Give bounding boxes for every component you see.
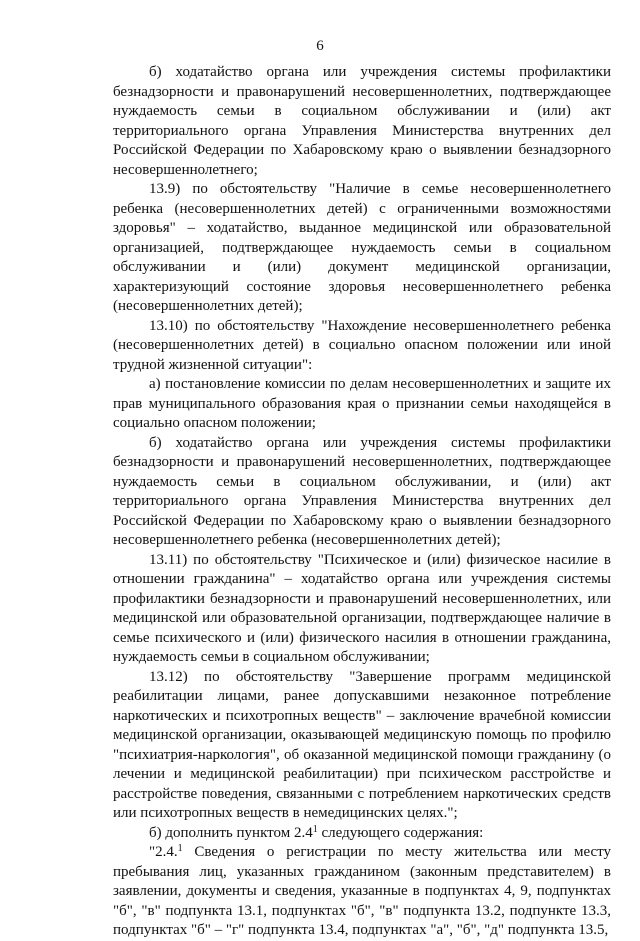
document-body <box>113 63 611 941</box>
superscript: 1 <box>177 843 183 854</box>
superscript: 1 <box>312 823 318 835</box>
paragraph-13-12: 13.12) по обстоятельству "Завершение программ медицинской реабилитации лицами, ранее допускавшими незаконное потребление наркотических и психотропных веществ" – заключение врачебной комиссии медицинской организации, оказывающей медицинскую помощь по профилю "психиатрия-наркология", об оказанной медицинской помощи гражданину (о лечении и медицинской реабилитации) при психическом расстройстве и расстройстве поведения, связанными с потреблением наркотических средств или психотропных веществ в немедицинских целях."; <box>113 668 611 821</box>
page-number: 6 <box>316 38 324 54</box>
paragraph-add-2-4-1 <box>113 824 611 844</box>
paragraph-13-11: 13.11) по обстоятельству "Психическое и (или) физическое насилие в отношении гражданина" – ходатайство органа или учреждения системы профилактики безнадзорности и правонарушений несовершеннолетних, или медицинской или образовательной организации, подтверждающее наличие в семье психического и (или) физического насилия в отношении гражданина, нуждаемость семьи в социальном обслуживании; <box>113 551 611 665</box>
paragraph-13-10-a: а) постановление комиссии по делам несовершеннолетних и защите их прав муниципального образования края о признании семьи находящейся в социально опасном положении; <box>113 376 611 431</box>
paragraph-2-4-1 <box>113 843 611 941</box>
paragraph-13-10-b: б) ходатайство органа или учреждения системы профилактики безнадзорности и правонарушений несовершеннолетних, подтверждающее нуждаемость семьи в социальном обслуживании, и (или) акт территориального органа Управления Министерства внутренних дел Российской Федерации по Хабаровскому краю о выявлении безнадзорного несовершеннолетнего ребенка (несовершеннолетних детей); <box>113 434 611 548</box>
paragraph-13-8-b: б) ходатайство органа или учреждения системы профилактики безнадзорности и правонарушений несовершеннолетних, подтверждающее нуждаемость семьи в социальном обслуживании и (или) акт территориального органа Управления Министерства внутренних дел Российской Федерации по Хабаровскому краю о выявлении безнадзорного несовершеннолетнего; <box>113 64 611 178</box>
paragraph-add-2-4-1-rest: следующего содержания: <box>317 824 484 841</box>
paragraph-13-9: 13.9) по обстоятельству "Наличие в семье несовершеннолетнего ребенка (несовершеннолетних детей) с ограниченными возможностями здоровья" – ходатайство, выданное медицинской или образовательной организацией, подтверждающее нуждаемость семьи в социальном обслуживании и (или) документ медицинской организации, характеризующий состояние здоровья несовершеннолетнего ребенка (несовершеннолетних детей); <box>113 181 611 314</box>
paragraph-2-4-1-text: Сведения о регистрации по месту жительства или месту пребывания лиц, указанных гражданином (законным представителем) в заявлении, документы и сведения, указанные в подпунктах 4, 9, подпунктах "б", "в" подпункта 13.1, подпунктах "б", "в" подпункта 13.2, подпункте 13.3, подпунктах "б" – "г" подпункта 13.4, подпунктах "а", "б", "д" подпункта 13.5, <box>113 844 611 938</box>
paragraph-13-10: 13.10) по обстоятельству "Нахождение несовершеннолетнего ребенка (несовершеннолетних детей) в социально опасном положении или иной трудной жизненной ситуации": <box>113 317 611 373</box>
paragraph-add-2-4-1-text: б) дополнить пунктом 2.4 <box>149 824 313 841</box>
paragraph-2-4-1-number: "2.4. <box>149 844 178 860</box>
